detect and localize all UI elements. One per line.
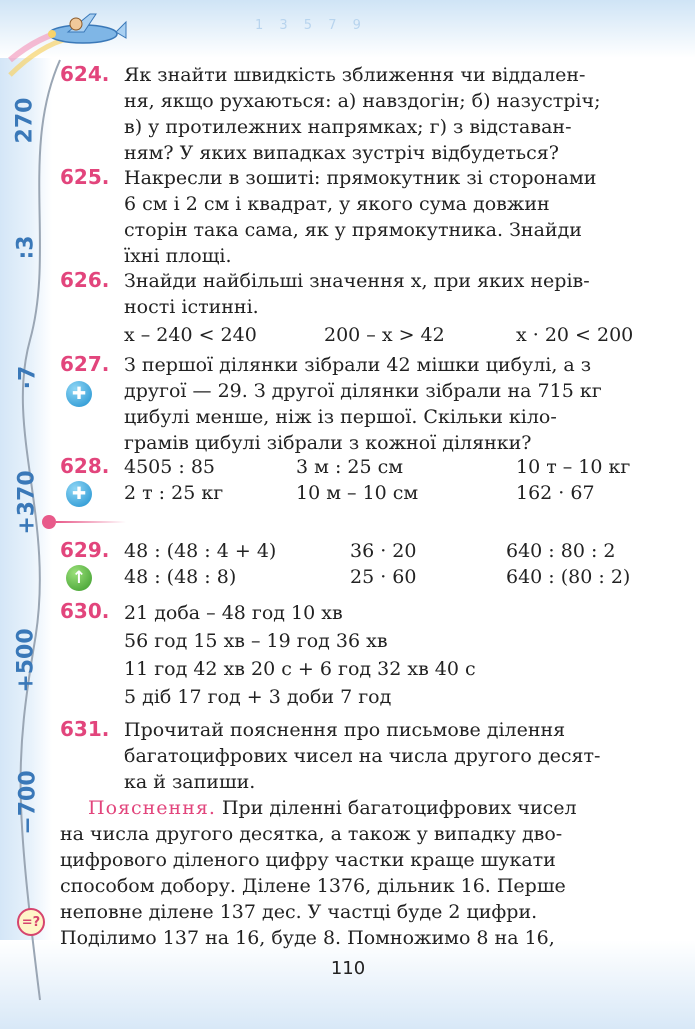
task-text-line: грамів цибулі зібрали з кожної ділянки? (124, 432, 532, 454)
margin-number: −700 (15, 770, 41, 835)
question-equals-icon: =? (17, 908, 45, 936)
margin-number: 270 (12, 97, 38, 144)
sky-digits: 1 3 5 7 9 (255, 18, 367, 33)
inequality: x – 240 < 240 (124, 324, 257, 346)
arrow-up-icon: ↑ (66, 565, 92, 591)
expression: 2 т : 25 кг (124, 482, 224, 504)
task-number: 627. (60, 352, 110, 376)
expression: 36 · 20 (350, 540, 417, 562)
task-text-line: Знайди найбільші значення x, при яких нерів- (124, 270, 590, 292)
bottom-cloud-decoration (0, 940, 695, 1029)
task-number: 628. (60, 454, 110, 478)
explanation-line: цифрового діленого цифру частки краще шукати (60, 849, 556, 871)
expression: 640 : (80 : 2) (506, 566, 631, 588)
expression: 10 т – 10 кг (516, 456, 631, 478)
margin-number: :3 (13, 235, 39, 260)
margin-number: +500 (13, 628, 39, 693)
explanation-line: способом добору. Ділене 1376, дільник 16. Перше (60, 875, 566, 897)
task-624 (60, 62, 650, 166)
task-text-line: другої — 29. З другої ділянки зібрали на 715 кг (124, 380, 602, 402)
page-number: 110 (330, 958, 366, 979)
explanation-text: При діленні багатоцифрових чисел (215, 797, 577, 819)
time-expression: 11 год 42 хв 20 с + 6 год 32 хв 40 с (124, 658, 476, 680)
puzzle-icon: ✚ (66, 381, 92, 407)
time-expression: 21 доба – 48 год 10 хв (124, 602, 343, 624)
task-text-line: ня, якщо рухаються: а) навздогін; б) назустріч; (124, 90, 601, 112)
time-expression: 5 діб 17 год + 3 доби 7 год (124, 686, 392, 708)
task-text-line: в) у протилежних напрямках; г) з відставан- (124, 116, 572, 138)
explanation-line: неповне ділене 137 дес. У частці буде 2 цифри. (60, 901, 538, 923)
task-text-line: ням? У яких випадках зустріч відбудеться? (124, 142, 559, 164)
marker-line (56, 521, 126, 523)
expression: 10 м – 10 см (296, 482, 419, 504)
task-text-line: Прочитай пояснення про письмове ділення (124, 719, 566, 741)
task-630 (60, 599, 650, 711)
task-text-line: ка й запиши. (124, 771, 256, 793)
task-number: 626. (60, 268, 110, 292)
task-628 (60, 454, 650, 506)
task-626 (60, 268, 650, 348)
task-text-line: ності істинні. (124, 296, 259, 318)
puzzle-icon: ✚ (66, 481, 92, 507)
task-text-line: багатоцифрових чисел на числа другого десят- (124, 745, 601, 767)
task-number: 630. (60, 599, 110, 623)
explanation-line: Поділимо 137 на 16, буде 8. Помножимо 8 на 16, (60, 927, 555, 949)
expression: 48 : (48 : 8) (124, 566, 237, 588)
explanation-line: на числа другого десятка, а також у випадку дво- (60, 823, 563, 845)
explanation-label: Пояснення. (88, 797, 216, 819)
airplane-icon (38, 8, 128, 52)
expression: 25 · 60 (350, 566, 417, 588)
expression: 48 : (48 : 4 + 4) (124, 540, 277, 562)
time-expression: 56 год 15 хв – 19 год 36 хв (124, 630, 388, 652)
task-text-line: З першої ділянки зібрали 42 мішки цибулі, а з (124, 354, 592, 376)
margin-number: ·7 (15, 365, 41, 390)
marker-dot (42, 515, 56, 529)
task-number: 629. (60, 538, 110, 562)
inequality: 200 – x > 42 (324, 324, 445, 346)
task-text-line: Як знайти швидкість зближення чи віддален- (124, 64, 586, 86)
task-number: 631. (60, 717, 110, 741)
expression: 640 : 80 : 2 (506, 540, 616, 562)
task-number: 625. (60, 165, 110, 189)
task-text-line: їхні площі. (124, 245, 232, 267)
expression: 162 · 67 (516, 482, 595, 504)
expression: 4505 : 85 (124, 456, 216, 478)
task-text-line: 6 см і 2 см і квадрат, у якого сума довжин (124, 193, 550, 215)
task-627 (60, 352, 650, 456)
task-text-line: Накресли в зошиті: прямокутник зі сторонами (124, 167, 597, 189)
expression: 3 м : 25 см (296, 456, 404, 478)
task-text-line: цибулі менше, ніж із першої. Скільки кіло- (124, 406, 557, 428)
explanation-continued (60, 821, 640, 951)
task-631 (60, 717, 650, 795)
task-text-line: сторін така сама, як у прямокутника. Знайди (124, 219, 582, 241)
task-625 (60, 165, 650, 269)
explanation-block (88, 795, 640, 821)
task-number: 624. (60, 62, 110, 86)
task-629 (60, 538, 650, 590)
margin-number: +370 (14, 470, 40, 535)
inequality: x · 20 < 200 (516, 324, 634, 346)
